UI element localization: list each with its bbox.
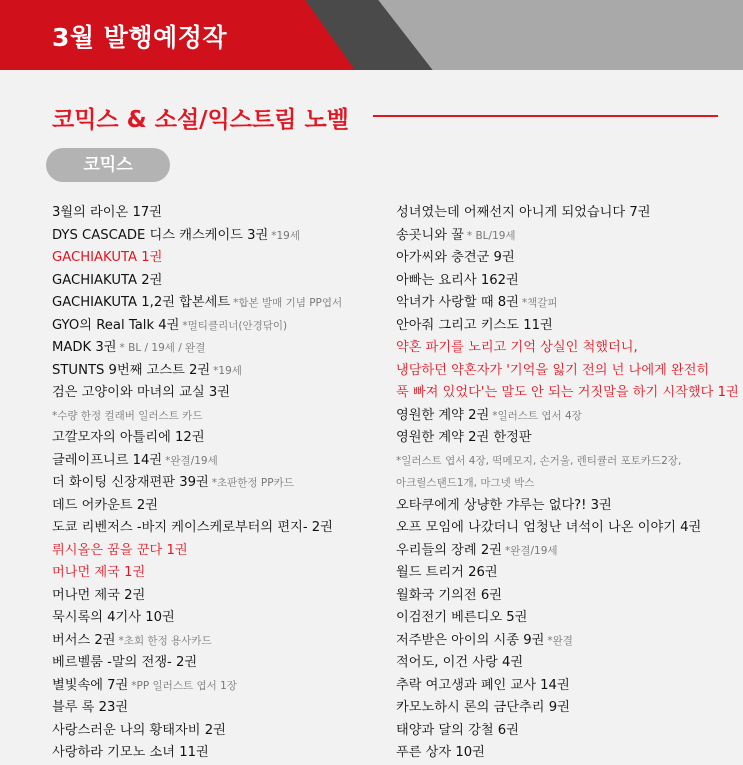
list-item — [52, 360, 382, 383]
list-item — [52, 607, 382, 630]
list-item — [396, 247, 741, 270]
category-badge: 코믹스 — [46, 148, 170, 182]
right-title-list — [396, 202, 741, 765]
item-title: DYS CASCADE 디스 캐스케이드 3권 — [52, 227, 269, 243]
list-item — [52, 720, 382, 743]
item-note: *책갈피 — [521, 297, 558, 309]
page-title: 3월 발행예정작 — [52, 23, 227, 52]
list-item — [396, 337, 741, 360]
list-item — [396, 720, 741, 743]
item-note: *완결/19세 — [165, 454, 218, 467]
item-title: 안아줘 그리고 키스도 11권 — [396, 317, 553, 333]
list-item — [52, 247, 382, 270]
item-title: 이검전기 베른디오 5권 — [396, 610, 528, 625]
list-item — [52, 562, 382, 585]
item-title: 머나먼 제국 2권 — [52, 587, 146, 603]
item-subnote: *일러스트 엽서 4장, 떡메모지, 손거울, 렌티큘러 포토카드2장, — [396, 454, 682, 467]
list-item — [52, 450, 382, 473]
list-item — [396, 292, 741, 315]
item-title: GACHIAKUTA 2권 — [52, 272, 163, 288]
item-note: *멀티클리너(안경닦이) — [182, 319, 288, 332]
list-item — [52, 427, 382, 450]
item-note: *일러스트 엽서 4장 — [492, 409, 582, 422]
list-item — [52, 697, 382, 720]
list-item — [52, 472, 382, 495]
list-item — [52, 652, 382, 675]
list-item — [52, 315, 382, 338]
item-title: 악녀가 사랑할 때 8권 — [396, 295, 519, 310]
item-title: 월화국 기의전 6권 — [396, 587, 502, 603]
item-title: 버서스 2권 — [52, 632, 116, 648]
item-title: 영원한 계약 2권 — [396, 407, 490, 423]
list-item — [52, 517, 382, 540]
banner-gray-block — [355, 0, 743, 70]
item-title: 더 화이팅 신장재편판 39권 — [52, 475, 209, 490]
list-item — [396, 652, 741, 675]
item-title: 글레이프니르 14권 — [52, 452, 163, 468]
list-item — [52, 585, 382, 608]
item-title: GYO의 Real Talk 4권 — [52, 317, 180, 333]
list-item — [52, 495, 382, 518]
list-item — [396, 540, 741, 563]
item-title: 성녀였는데 어째선지 아니게 되었습니다 7권 — [396, 205, 651, 220]
item-note: * BL/19세 — [466, 229, 516, 242]
list-item — [396, 202, 741, 225]
list-item — [52, 742, 382, 765]
list-item — [52, 337, 382, 360]
list-item — [52, 540, 382, 563]
item-note: *PP 일러스트 엽서 1장 — [131, 679, 237, 692]
item-title: 추락 여고생과 폐인 교사 14권 — [396, 677, 570, 693]
item-title: 3월의 라이온 17권 — [52, 205, 162, 220]
list-item — [396, 742, 741, 765]
item-title: GACHIAKUTA 1,2권 합본세트 — [52, 295, 231, 310]
list-item — [396, 315, 741, 338]
item-title: 베르벨룸 -말의 전쟁- 2권 — [52, 655, 198, 670]
item-title: 블루 록 23권 — [52, 700, 129, 715]
item-title: 우리들의 장례 2권 — [396, 542, 502, 558]
list-item — [396, 270, 741, 293]
item-title: 사랑하라 기모노 소녀 11권 — [52, 745, 209, 760]
item-title: 오프 모임에 나갔더니 엄청난 녀석이 나온 이야기 4권 — [396, 520, 702, 535]
item-title: 별빛속에 7권 — [52, 677, 129, 693]
list-item — [396, 382, 741, 405]
list-item — [396, 225, 741, 248]
section-title: 코믹스 & 소설/익스트림 노벨 — [52, 107, 349, 133]
list-item — [52, 630, 382, 653]
left-title-list — [52, 202, 382, 765]
item-title: 약혼 파기를 노리고 기억 상실인 척했더니, — [396, 340, 638, 355]
list-item — [396, 472, 741, 495]
list-item — [52, 292, 382, 315]
list-item — [396, 630, 741, 653]
item-title: 아가씨와 충견군 9권 — [396, 250, 515, 265]
item-title: STUNTS 9번째 고스트 2권 — [52, 362, 211, 378]
item-title: 사랑스러운 나의 황태자비 2권 — [52, 722, 226, 738]
list-item — [52, 225, 382, 248]
item-note: *합본 발매 기념 PP엽서 — [233, 297, 343, 309]
list-item — [396, 607, 741, 630]
list-item — [396, 675, 741, 698]
item-title: 태양과 달의 강철 6권 — [396, 722, 519, 738]
item-title: 송곳니와 꿀 — [396, 227, 464, 243]
item-title: 냉담하던 약혼자가 '기억을 잃기 전의 넌 나에게 완전히 — [396, 362, 710, 378]
item-title: 영원한 계약 2권 한정판 — [396, 430, 532, 445]
list-item — [52, 270, 382, 293]
item-title: 데드 어카운트 2권 — [52, 497, 158, 513]
item-note: *완결 — [547, 634, 573, 647]
item-note: *완결/19세 — [504, 544, 558, 557]
item-note: *초회 한정 용사카드 — [118, 634, 212, 647]
item-title: 아빠는 요리사 162권 — [396, 272, 519, 288]
list-item — [396, 517, 741, 540]
item-title: 검은 고양이와 마녀의 교실 3권 — [52, 385, 231, 400]
list-item — [396, 495, 741, 518]
item-subnote: 아크릴스탠드1개, 마그넷 박스 — [396, 477, 535, 489]
item-note: *19세 — [213, 364, 242, 377]
list-item — [396, 427, 741, 450]
item-subnote: *수량 한정 컬래버 일러스트 카드 — [52, 409, 203, 422]
list-item — [396, 697, 741, 720]
header-banner — [0, 0, 743, 70]
list-item — [396, 405, 741, 428]
item-title: 묵시록의 4기사 10권 — [52, 610, 175, 625]
item-note: *초판한정 PP카드 — [211, 477, 294, 489]
item-title: 머나먼 제국 1권 — [52, 565, 146, 580]
item-title: 푸른 상자 10권 — [396, 745, 485, 760]
item-title: 오타쿠에게 상냥한 갸루는 없다?! 3권 — [396, 497, 612, 513]
item-title: 고깔모자의 아틀리에 12권 — [52, 430, 205, 445]
list-item — [52, 382, 382, 405]
list-item — [52, 405, 382, 428]
item-title: 뤼시올은 꿈을 꾼다 1권 — [52, 542, 188, 558]
list-item — [396, 562, 741, 585]
item-title: 푹 빠져 있었다'는 말도 안 되는 거짓말을 하기 시작했다 1권 — [396, 385, 739, 400]
item-title: 적어도, 이건 사랑 4권 — [396, 655, 524, 670]
item-title: 카모노하시 론의 금단추리 9권 — [396, 700, 570, 715]
section-divider — [373, 115, 718, 117]
item-note: *19세 — [271, 229, 301, 242]
list-item — [396, 585, 741, 608]
list-item — [52, 675, 382, 698]
item-note: * BL / 19세 / 완결 — [119, 342, 206, 354]
item-title: 도쿄 리벤저스 -바지 케이스케로부터의 편지- 2권 — [52, 520, 333, 535]
item-title: MADK 3권 — [52, 340, 117, 355]
list-item — [396, 450, 741, 473]
item-title: 저주받은 아이의 시종 9권 — [396, 632, 545, 648]
item-title: GACHIAKUTA 1권 — [52, 250, 163, 265]
list-item — [52, 202, 382, 225]
list-item — [396, 360, 741, 383]
item-title: 월드 트리거 26권 — [396, 565, 498, 580]
